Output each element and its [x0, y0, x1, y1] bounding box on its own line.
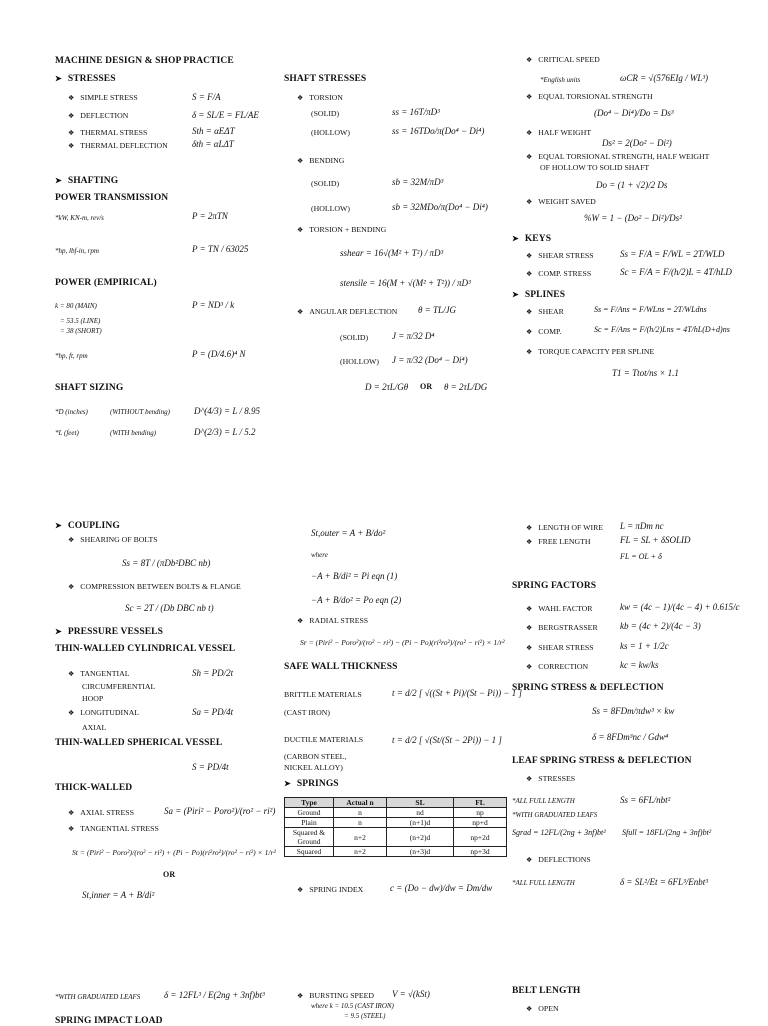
table-cell: n — [334, 808, 387, 818]
half-weight-formula: Ds² = 2(Do² − Di²) — [602, 138, 672, 148]
torsion-solid-label: (SOLID) — [311, 109, 340, 118]
correction-label: ❖ CORRECTION — [526, 662, 588, 671]
carbon-steel-label: (CARBON STEEL, — [284, 752, 347, 761]
spline-shear-formula: Ss = F/Ans = F/WLns = 2T/WLdns — [594, 305, 707, 314]
ductile-label: DUCTILE MATERIALS — [284, 735, 364, 744]
torque-capacity-formula: T1 = Ttot/ns × 1.1 — [612, 368, 679, 378]
k-main: k = 80 (MAIN) — [55, 302, 97, 310]
table-cell: np+2d — [454, 828, 507, 847]
bending-solid-label: (SOLID) — [311, 179, 340, 188]
table-header-cell: Actual n — [334, 798, 387, 808]
bending-hollow-label: (HOLLOW) — [311, 204, 350, 213]
angular-deflection-formula: θ = TL/JG — [418, 305, 456, 315]
spring-stress-deflection-heading: SPRING STRESS & DEFLECTION — [512, 683, 664, 693]
key-shear-stress-label: ❖ SHEAR STRESS — [526, 251, 594, 260]
axial-stress-formula: Sa = (Piri² − Poro²)/(ro² − ri²) — [164, 806, 276, 816]
spline-shear-label: ❖ SHEAR — [526, 307, 564, 316]
leaf-spring-heading: LEAF SPRING STRESS & DEFLECTION — [512, 756, 692, 766]
section-shafting: ➤ SHAFTING — [55, 176, 118, 186]
thin-sph-heading: THIN-WALLED SPHERICAL VESSEL — [55, 738, 223, 748]
bergstrasser-formula: kb = (4c + 2)/(4c − 3) — [620, 621, 701, 631]
pe-formula-2: P = (D/4.6)⁴ N — [192, 349, 246, 359]
springs-table — [284, 797, 507, 857]
length-wire-label: ❖ LENGTH OF WIRE — [526, 523, 603, 532]
table-header-cell: FL — [454, 798, 507, 808]
table-row — [285, 828, 507, 847]
st-outer-formula: St,outer = A + B/do² — [311, 528, 386, 538]
section-stresses: ➤ STRESSES — [55, 74, 116, 84]
pt-formula-si: P = 2πTN — [192, 211, 228, 221]
table-cell: n — [334, 818, 387, 828]
table-cell: np+d — [454, 818, 507, 828]
compression-bolts-label: ❖ COMPRESSION BETWEEN BOLTS & FLANGE — [68, 582, 241, 591]
radial-stress-label: ❖ RADIAL STRESS — [297, 616, 368, 625]
leaf-stresses-label: ❖ STRESSES — [526, 774, 575, 783]
english-units-label: *English units — [540, 76, 581, 84]
j-hollow-formula: J = π/32 (Do⁴ − Di⁴) — [392, 355, 468, 365]
free-length-label: ❖ FREE LENGTH — [526, 537, 590, 546]
with-graduated-label: *WITH GRADUATED LEAFS — [512, 811, 598, 819]
power-empirical-heading: POWER (EMPIRICAL) — [55, 278, 157, 288]
graduated-leafs-formula: δ = 12FL³ / E(2ng + 3nf)bt³ — [164, 990, 265, 1000]
d-formula: D = 2τL/Gθ — [365, 382, 409, 392]
critical-speed-label: ❖ CRITICAL SPEED — [526, 55, 600, 64]
torque-capacity-label: ❖ TORQUE CAPACITY PER SPLINE — [526, 347, 654, 356]
leaf-deflection-formula: δ = SL²/Et = 6FL³/Enbt³ — [620, 877, 708, 887]
shear-stress-factor-label: ❖ SHEAR STRESS — [526, 643, 594, 652]
j-hollow-label: (HOLLOW) — [340, 357, 379, 366]
nickel-alloy-label: NICKEL ALLOY) — [284, 763, 343, 772]
deflections-label: ❖ DEFLECTIONS — [526, 855, 591, 864]
where-label: where — [311, 551, 328, 559]
brittle-formula: t = d/2 [ √((St + Pi)/(St − Pi)) − 1 ] — [392, 688, 522, 698]
shearing-bolts-formula: Ss = 8T / (πDb²DBC nb) — [122, 558, 211, 568]
axial-stress-label: ❖ AXIAL STRESS — [68, 808, 134, 817]
radial-stress-formula: Sr = (Piri² − Poro²)/(ro² − ri²) − (Pi − Po)(ri²ro²)/(ro² − ri²) × 1/r² — [300, 638, 505, 647]
bending-hollow-formula: sb = 32MDo/π(Do⁴ − Di⁴) — [392, 202, 488, 212]
table-cell: Squared & Ground — [285, 828, 334, 847]
table-cell: nd — [387, 808, 454, 818]
thin-cyl-heading: THIN-WALLED CYLINDRICAL VESSEL — [55, 644, 236, 654]
key-comp-stress-label: ❖ COMP. STRESS — [526, 269, 591, 278]
thermal-stress-formula: Sth = αEΔT — [192, 126, 235, 136]
table-cell: np — [454, 808, 507, 818]
bursting-k-cast-iron: where k = 10.5 (CAST IRON) — [311, 1002, 394, 1010]
longitudinal-formula: Sa = PD/4t — [192, 707, 234, 717]
table-cell: np+3d — [454, 847, 507, 857]
shear-stress-factor-formula: ks = 1 + 1/2c — [620, 641, 669, 651]
bursting-speed-formula: V = √(kSt) — [392, 989, 430, 999]
section-coupling: ➤ COUPLING — [55, 521, 120, 531]
half-weight-label: ❖ HALF WEIGHT — [526, 128, 591, 137]
cast-iron-label: (CAST IRON) — [284, 708, 330, 717]
deflection-label: ❖ DEFLECTION — [68, 111, 128, 120]
longitudinal-label: ❖ LONGITUDINAL — [68, 708, 139, 717]
belt-length-heading: BELT LENGTH — [512, 986, 581, 996]
tensile-formula: stensile = 16(M + √(M² + T²)) / πD³ — [340, 278, 471, 288]
ss-formula-2: D^(2/3) = L / 5.2 — [194, 427, 256, 437]
free-length-formula-2: FL = OL + δ — [620, 552, 662, 561]
length-wire-formula: L = πDm nc — [620, 521, 664, 531]
compression-bolts-formula: Sc = 2T / (Db DBC nb t) — [125, 603, 214, 613]
hollow-to-solid-label: OF HOLLOW TO SOLID SHAFT — [540, 163, 650, 172]
shearing-bolts-label: ❖ SHEARING OF BOLTS — [68, 535, 158, 544]
thermal-stress-label: ❖ THERMAL STRESS — [68, 128, 147, 137]
sfull-formula: Sfull = 18FL/(2ng + 3nf)bt² — [622, 828, 712, 837]
section-keys: ➤ KEYS — [512, 234, 551, 244]
theta-formula: θ = 2τL/DG — [444, 382, 488, 392]
torsion-solid-formula: ss = 16T/πD³ — [392, 107, 440, 117]
ss-formula-1: D^(4/3) = L / 8.95 — [194, 406, 260, 416]
spline-comp-formula: Sc = F/Ans = F/(h/2)Lns = 4T/hL(D+d)ns — [594, 325, 730, 334]
pe-units: *hp, ft, rpm — [55, 352, 88, 360]
table-cell: Squared — [285, 847, 334, 857]
bursting-speed-label: ❖ BURSTING SPEED — [297, 991, 374, 1000]
table-cell: Ground — [285, 808, 334, 818]
spring-factors-heading: SPRING FACTORS — [512, 581, 597, 591]
section-splines: ➤ SPLINES — [512, 290, 565, 300]
table-row — [285, 847, 507, 857]
springs-table-header — [285, 798, 507, 808]
tangential-formula: Sh = PD/2t — [192, 668, 234, 678]
bending-solid-formula: sb = 32M/πD³ — [392, 177, 444, 187]
spring-deflection-formula: δ = 8FDm³nc / Gdw⁴ — [592, 732, 669, 742]
pt-units-si: *kW, KN-m, rev/s — [55, 214, 104, 222]
all-full-length-label: *ALL FULL LENGTH — [512, 797, 575, 805]
weight-saved-formula: %W = 1 − (Do² − Di²)/Ds² — [584, 213, 682, 223]
thick-walled-heading: THICK-WALLED — [55, 783, 133, 793]
table-cell: n+2 — [334, 828, 387, 847]
equal-torsional-label: ❖ EQUAL TORSIONAL STRENGTH — [526, 92, 653, 101]
ss-d-units: *D (inches) — [55, 408, 88, 416]
section-springs: ➤ SPRINGS — [284, 779, 339, 789]
spring-impact-heading: SPRING IMPACT LOAD — [55, 1016, 163, 1026]
hollow-to-solid-formula: Do = (1 + √2)/2 Ds — [596, 180, 668, 190]
spring-index-formula: c = (Do − dw)/dw = Dm/dw — [390, 883, 493, 893]
shear-formula: sshear = 16√(M² + T²) / πD³ — [340, 248, 444, 258]
j-solid-label: (SOLID) — [340, 333, 369, 342]
safe-wall-heading: SAFE WALL THICKNESS — [284, 662, 398, 672]
power-transmission-heading: POWER TRANSMISSION — [55, 193, 169, 203]
or-label-2: OR — [420, 382, 433, 391]
shaft-stresses-heading: SHAFT STRESSES — [284, 74, 367, 84]
st-inner-formula: St,inner = A + B/di² — [82, 890, 155, 900]
table-cell: Plain — [285, 818, 334, 828]
hoop-label: HOOP — [82, 694, 104, 703]
pt-formula-english: P = TN / 63025 — [192, 244, 249, 254]
wahl-factor-formula: kw = (4c − 1)/(4c − 4) + 0.615/c — [620, 602, 740, 612]
bergstrasser-label: ❖ BERGSTRASSER — [526, 623, 598, 632]
section-pressure-vessels: ➤ PRESSURE VESSELS — [55, 627, 163, 637]
bursting-k-steel: = 9.5 (STEEL) — [344, 1012, 386, 1020]
free-length-formula: FL = SL + δSOLID — [620, 535, 691, 545]
half-weight-hollow-label: ❖ EQUAL TORSIONAL STRENGTH, HALF WEIGHT — [526, 152, 709, 161]
thermal-deflection-formula: δth = αLΔT — [192, 139, 234, 149]
critical-speed-formula: ωCR = √(576EIg / WL³) — [620, 73, 709, 83]
table-row — [285, 818, 507, 828]
shaft-sizing-heading: SHAFT SIZING — [55, 383, 124, 393]
torsion-hollow-formula: ss = 16TDo/π(Do⁴ − Di⁴) — [392, 126, 485, 136]
key-shear-stress-formula: Ss = F/A = F/WL = 2T/WLD — [620, 249, 725, 259]
thermal-deflection-label: ❖ THERMAL DEFLECTION — [68, 141, 168, 150]
eqn2: −A + B/do² = Po eqn (2) — [311, 595, 402, 605]
pt-units-english: *hp, lbf-in, rpm — [55, 247, 99, 255]
or-label-1: OR — [163, 870, 176, 879]
axial-label: AXIAL — [82, 723, 107, 732]
table-cell: (n+2)d — [387, 828, 454, 847]
k-line: = 53.5 (LINE) — [60, 317, 101, 325]
key-comp-stress-formula: Sc = F/A = F/(h/2)L = 4T/hLD — [620, 267, 732, 277]
ss-without-bending: (WITHOUT bending) — [110, 408, 170, 416]
table-cell: n+2 — [334, 847, 387, 857]
all-full-length-label-2: *ALL FULL LENGTH — [512, 879, 575, 887]
table-row — [285, 808, 507, 818]
brittle-label: BRITTLE MATERIALS — [284, 690, 362, 699]
graduated-leafs-label: *WITH GRADUATED LEAFS — [55, 993, 141, 1001]
circumferential-label: CIRCUMFERENTIAL — [82, 682, 156, 691]
ss-l-units: *L (feet) — [55, 429, 79, 437]
tangential-label: ❖ TANGENTIAL — [68, 669, 129, 678]
tangential-stress-formula: St = (Piri² − Poro²)/(ro² − ri²) + (Pi − Po)(ri²ro²)/(ro² − ri²) × 1/r² — [72, 848, 276, 857]
deflection-formula: δ = SL/E = FL/AE — [192, 110, 259, 120]
torsion-hollow-label: (HOLLOW) — [311, 128, 350, 137]
page-title: MACHINE DESIGN & SHOP PRACTICE — [55, 56, 234, 66]
angular-deflection-label: ❖ ANGULAR DEFLECTION — [297, 307, 397, 316]
wahl-factor-label: ❖ WAHL FACTOR — [526, 604, 593, 613]
thin-sph-formula: S = PD/4t — [192, 762, 229, 772]
ductile-formula: t = d/2 [ √(St/(St − 2Pi)) − 1 ] — [392, 735, 502, 745]
table-header-cell: Type — [285, 798, 334, 808]
k-short: = 38 (SHORT) — [60, 327, 102, 335]
bending-label: ❖ BENDING — [297, 156, 344, 165]
table-cell: (n+3)d — [387, 847, 454, 857]
all-full-length-formula: Ss = 6FL/nbt² — [620, 795, 671, 805]
open-label: ❖ OPEN — [526, 1004, 559, 1013]
ss-with-bending: (WITH bending) — [110, 429, 157, 437]
spline-comp-label: ❖ COMP. — [526, 327, 561, 336]
simple-stress-formula: S = F/A — [192, 92, 221, 102]
sgrad-formula: Sgrad = 12FL/(2ng + 3nf)bt² — [512, 828, 606, 837]
pe-formula-1: P = ND³ / k — [192, 300, 235, 310]
weight-saved-label: ❖ WEIGHT SAVED — [526, 197, 596, 206]
eqn1: −A + B/di² = Pi eqn (1) — [311, 571, 398, 581]
equal-torsional-formula: (Do⁴ − Di⁴)/Do = Ds³ — [594, 108, 674, 118]
simple-stress-label: ❖ SIMPLE STRESS — [68, 93, 138, 102]
torsion-bending-label: ❖ TORSION + BENDING — [297, 225, 386, 234]
j-solid-formula: J = π/32 D⁴ — [392, 331, 435, 341]
torsion-label: ❖ TORSION — [297, 93, 343, 102]
tangential-stress-label: ❖ TANGENTIAL STRESS — [68, 824, 159, 833]
correction-formula: kc = kw/ks — [620, 660, 659, 670]
table-header-cell: SL — [387, 798, 454, 808]
spring-index-label: ❖ SPRING INDEX — [297, 885, 363, 894]
table-cell: (n+1)d — [387, 818, 454, 828]
spring-stress-formula: Ss = 8FDm/πdw³ × kw — [592, 706, 675, 716]
